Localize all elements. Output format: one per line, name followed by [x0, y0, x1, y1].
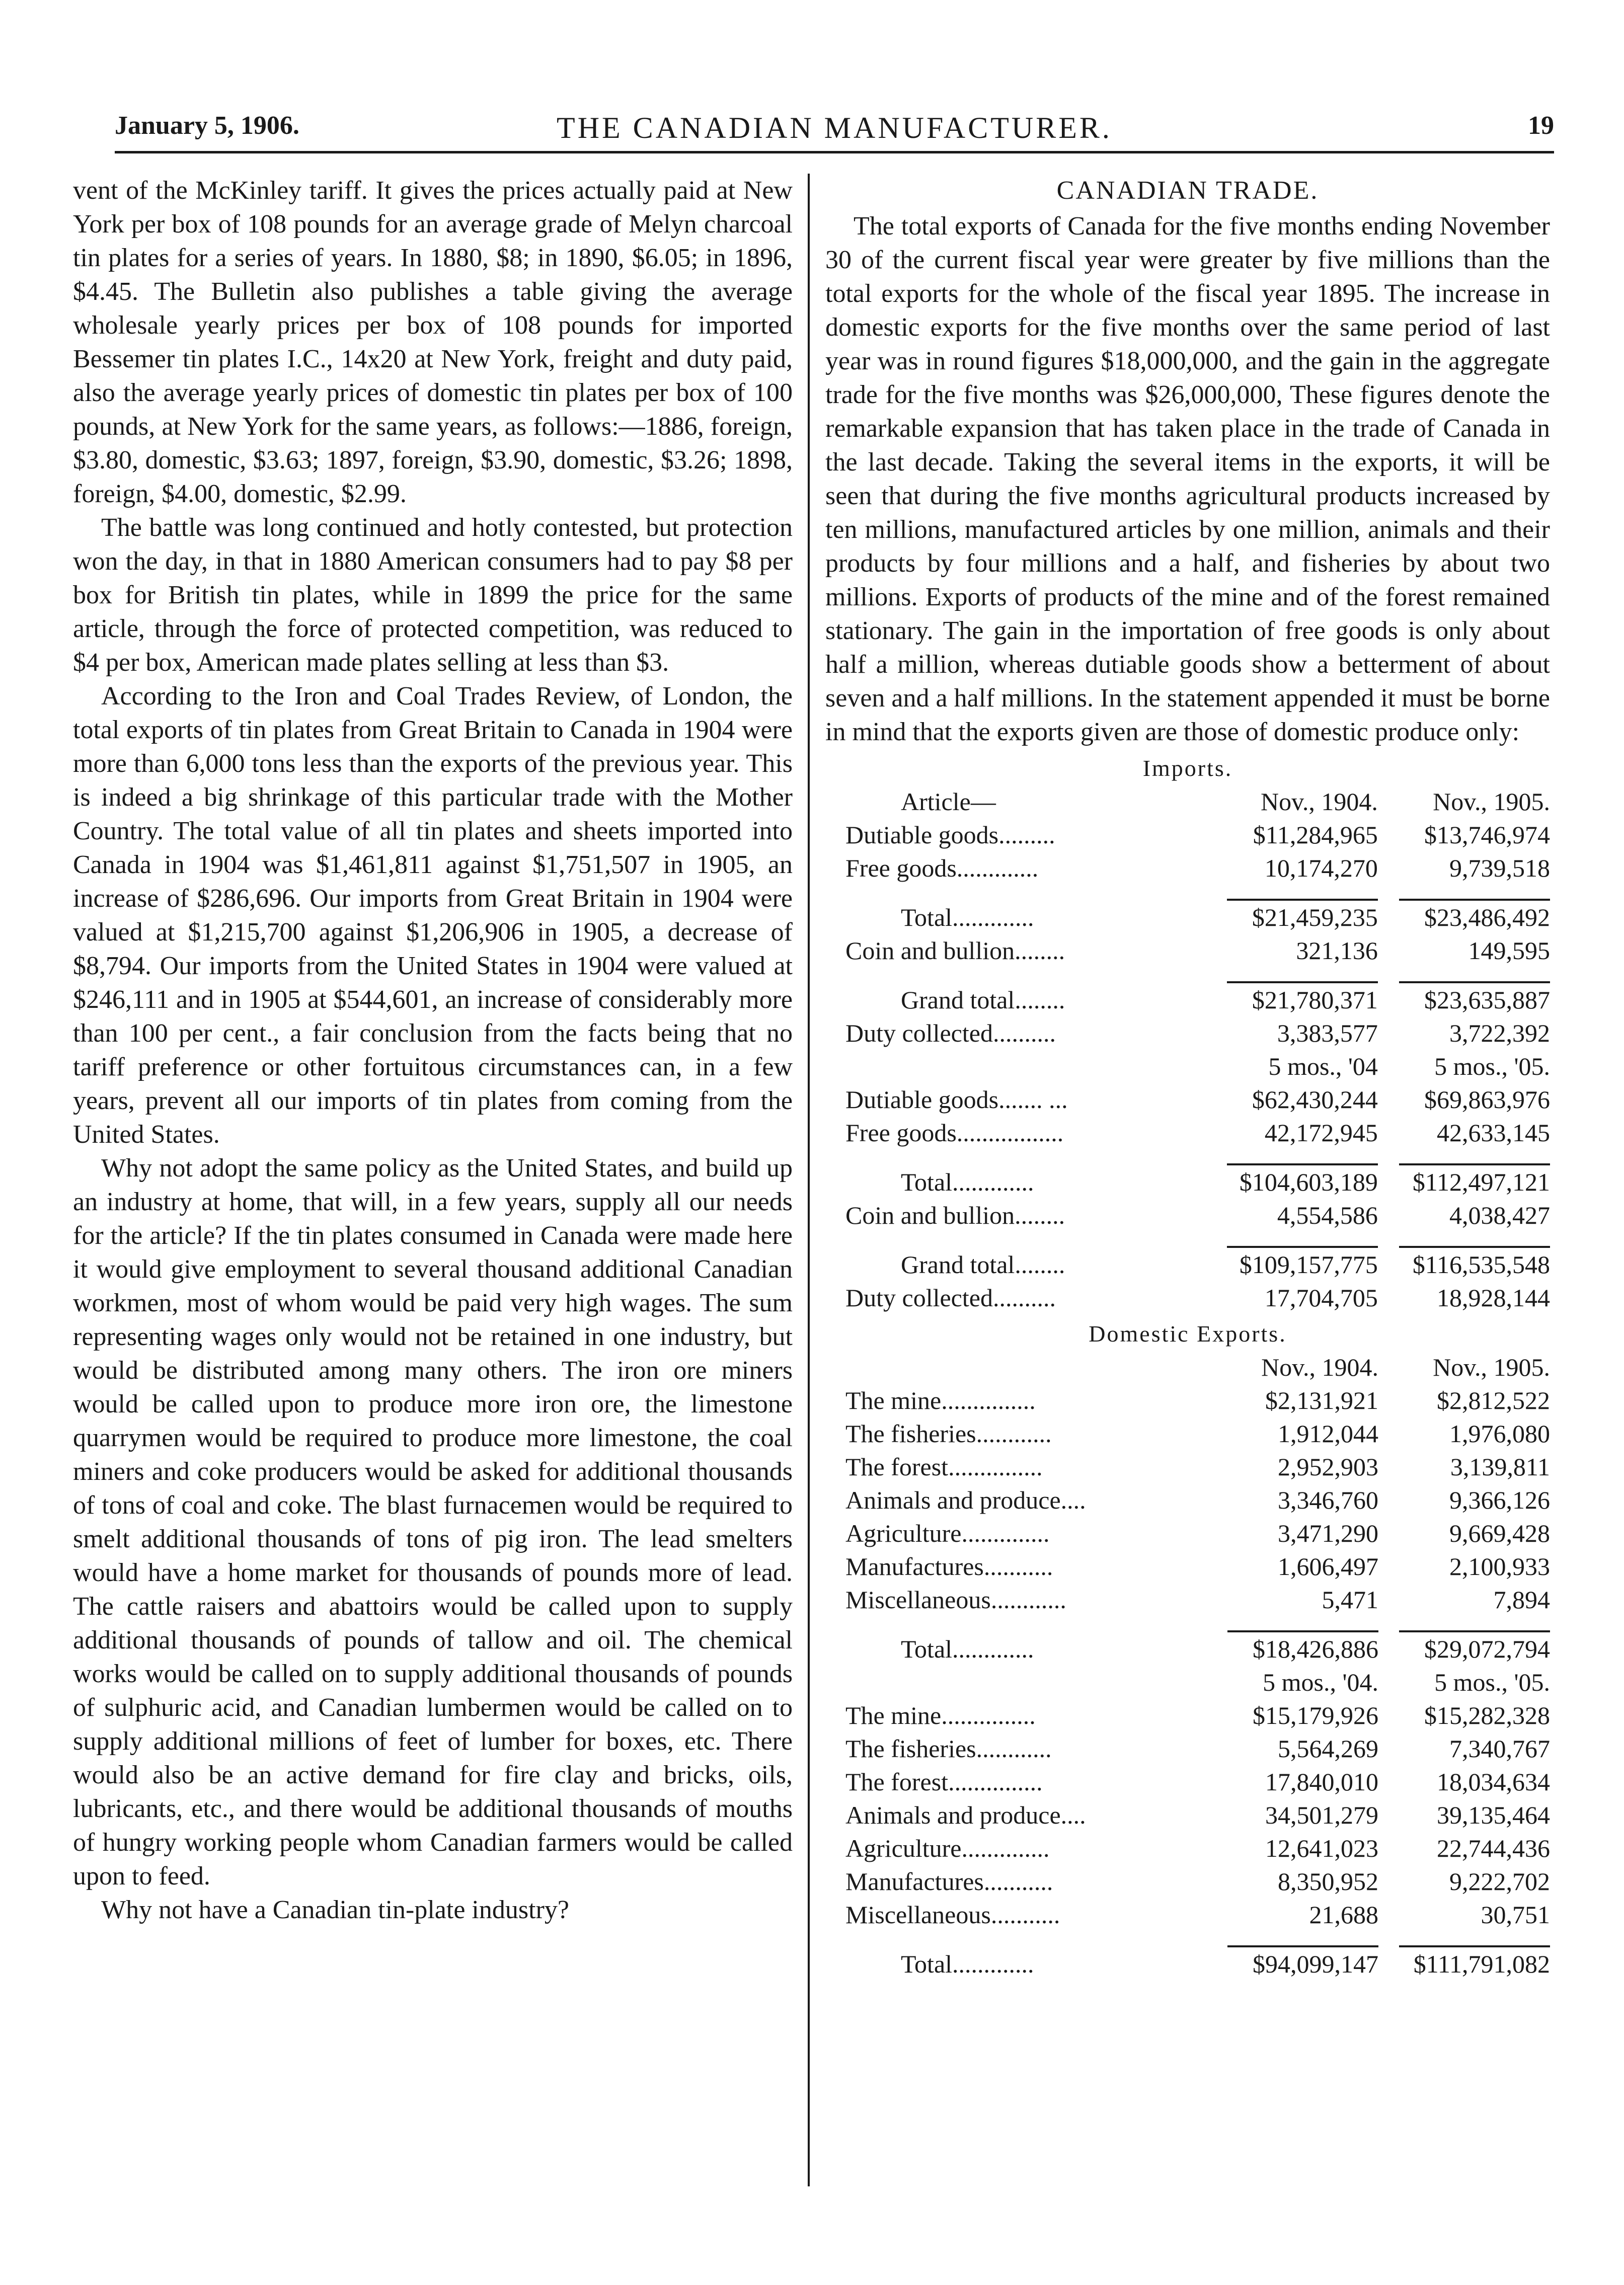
table-cell: $111,791,082 [1413, 1950, 1550, 1978]
table-cell: 22,744,436 [1437, 1834, 1550, 1862]
table-row [845, 901, 1550, 934]
table-row [845, 818, 1550, 851]
table-cell: 5 mos., '05. [1434, 1052, 1550, 1080]
table-cell: Miscellaneous........... [845, 1901, 1060, 1929]
table-row [845, 1732, 1550, 1765]
table-cell: The fisheries............ [845, 1735, 1052, 1763]
table-rule [845, 1232, 1550, 1248]
table-cell: Dutiable goods......... [845, 821, 1055, 849]
table-cell: 7,340,767 [1449, 1735, 1550, 1763]
exports-table-title: Domestic Exports. [1089, 1321, 1287, 1347]
table-rule [845, 967, 1550, 983]
table-cell: Manufactures........... [845, 1552, 1053, 1581]
publication-title: THE CANADIAN MANUFACTURER. [557, 111, 1112, 144]
table-row [845, 1798, 1550, 1832]
table-cell: 34,501,279 [1265, 1801, 1378, 1829]
table-cell: Nov., 1905. [1433, 1353, 1550, 1381]
table-cell: 1,976,080 [1449, 1420, 1550, 1448]
table-cell: Free goods................. [845, 1119, 1064, 1147]
table-cell: Grand total........ [901, 1250, 1065, 1279]
table-cell: Agriculture.............. [845, 1834, 1050, 1862]
table-row [845, 1165, 1550, 1199]
table-rule [845, 885, 1550, 901]
table-row [845, 1699, 1550, 1732]
table-row [845, 1083, 1550, 1116]
table-row [845, 1517, 1550, 1550]
article-paragraph: According to the Iron and Coal Trades Review, of London, the total exports of tin plates from Great Britain to Canada in 1904 were more than 6,000 tons less than the exports of the previous year. This is indeed a big shrinkage of this particular trade with the Mother Country. The total value of all tin plates and sheets imported into Canada in 1904 was $1,461,811 against $1,751,507 in 1905, an increase of $286,696. Our imports from Great Britain in 1904 were valued at $1,215,700 against $1,206,906 in 1905, a decrease of $8,794. Our imports from the United States in 1904 were valued at $246,111 and in 1905 at $544,601, an increase of considerably more than 100 per cent., a fair conclusion from the facts being that no tariff preference or other fortuitous circumstances can, in a few years, prevent all our imports of tin plates from coming from the United States. [73, 682, 793, 1149]
exports-table [845, 1351, 1550, 1981]
page-number: 19 [1528, 111, 1554, 140]
table-cell: $13,746,974 [1424, 821, 1550, 849]
table-cell: Miscellaneous............ [845, 1586, 1066, 1614]
table-cell: $18,426,886 [1252, 1635, 1378, 1663]
table-cell: Article— [901, 787, 996, 816]
table-cell: 5 mos., '04. [1263, 1668, 1378, 1696]
table-cell: 12,641,023 [1265, 1834, 1378, 1862]
imports-table-title: Imports. [1142, 755, 1233, 781]
table-row [845, 1765, 1550, 1798]
table-row [845, 851, 1550, 885]
table-row [845, 1550, 1550, 1583]
table-cell: 5 mos., '05. [1434, 1668, 1550, 1696]
table-cell: 18,034,634 [1437, 1768, 1550, 1796]
table-cell: 10,174,270 [1264, 854, 1378, 882]
table-cell: $15,179,926 [1252, 1701, 1378, 1729]
table-row [845, 1384, 1550, 1417]
table-cell: 3,139,811 [1450, 1453, 1550, 1481]
table-cell: The forest............... [845, 1768, 1043, 1796]
table-cell: $23,635,887 [1424, 986, 1550, 1014]
table-cell: 1,606,497 [1277, 1552, 1378, 1581]
table-row [845, 1632, 1550, 1666]
issue-date: January 5, 1906. [115, 111, 299, 140]
table-cell: Total............. [901, 903, 1034, 931]
table-row [845, 785, 1550, 818]
table-cell: $2,131,921 [1265, 1386, 1378, 1414]
table-cell: 17,704,705 [1264, 1284, 1378, 1312]
table-cell: 3,471,290 [1277, 1519, 1378, 1547]
table-rule [845, 1931, 1550, 1947]
table-cell: $104,603,189 [1239, 1168, 1378, 1196]
table-cell: 149,595 [1468, 936, 1550, 965]
table-cell: $109,157,775 [1239, 1250, 1378, 1279]
table-cell: Animals and produce.... [845, 1486, 1086, 1514]
table-cell: 42,633,145 [1437, 1119, 1550, 1147]
table-row [845, 1116, 1550, 1149]
table-cell: $21,459,235 [1252, 903, 1378, 931]
table-cell: $116,535,548 [1412, 1250, 1550, 1279]
table-rule [845, 1616, 1550, 1632]
table-row [845, 1016, 1550, 1050]
table-cell: 5,564,269 [1277, 1735, 1378, 1763]
table-cell: The fisheries............ [845, 1420, 1052, 1448]
table-row [845, 1050, 1550, 1083]
table-row [845, 1199, 1550, 1232]
table-cell: Manufactures........... [845, 1867, 1053, 1896]
table-cell: $62,430,244 [1252, 1085, 1378, 1114]
table-cell: 3,346,760 [1277, 1486, 1378, 1514]
table-cell: $15,282,328 [1424, 1701, 1550, 1729]
table-row [845, 1947, 1550, 1981]
table-cell: Total............. [901, 1168, 1034, 1196]
table-cell: 3,383,577 [1277, 1019, 1378, 1047]
table-row [845, 1281, 1550, 1314]
article-paragraph: Why not have a Canadian tin-plate industry? [101, 1896, 569, 1924]
imports-table [845, 785, 1550, 1314]
table-cell: Dutiable goods....... ... [845, 1085, 1068, 1114]
page-header [115, 106, 1554, 153]
right-column [825, 174, 1550, 2204]
table-row [845, 1450, 1550, 1483]
table-cell: 9,669,428 [1449, 1519, 1550, 1547]
table-cell: 21,688 [1309, 1901, 1378, 1929]
table-row [845, 1666, 1550, 1699]
article-paragraph: Why not adopt the same policy as the United States, and build up an industry at home, that will, in a few years, supply all our needs for the article? If the tin plates consumed in Canada were made here it would give employment to several thousand additional Canadian workmen, most of whom would be paid very high wages. The sum representing wages only would not be retained in one industry, but would be distributed among many others. The iron ore miners would be called upon to produce more iron ore, the limestone quarrymen would be required to produce more limestone, the coal miners and coke producers would be asked for additional thousands of tons of coal and coke. The blast furnacemen would be required to smelt additional thousands of tons of pig iron. The lead smelters would have a home market for thousands of pounds more of lead. The cattle raisers and abattoirs would be called upon to supply additional thousands of pounds of tallow and oil. The chemical works would be called on to supply additional thousands of pounds of sulphuric acid, and Canadian lumbermen would be called on to supply additional millions of feet of lumber for boxes, etc. There would also be an active demand for fire clay and bricks, oils, lubricants, etc., and there would be additional thousands of mouths of hungry working people whom Canadian farmers would be called upon to feed. [73, 1154, 793, 1890]
table-cell: 4,038,427 [1449, 1201, 1550, 1229]
table-cell: Duty collected.......... [845, 1284, 1056, 1312]
table-row [845, 1483, 1550, 1517]
column-divider [808, 174, 810, 2186]
table-cell: Animals and produce.... [845, 1801, 1086, 1829]
table-row [845, 1417, 1550, 1450]
table-cell: Nov., 1904. [1261, 1353, 1378, 1381]
table-row [845, 1898, 1550, 1931]
table-cell: Coin and bullion........ [845, 936, 1065, 965]
article-paragraph: The total exports of Canada for the five months ending November 30 of the current fiscal year were greater by five millions than the total exports for the whole of the fiscal year 1895. The increase in domestic exports for the five months over the same period of last year was in round figures $18,000,000, and the gain in the aggregate trade for the five months was $26,000,000, These figures denote the remarkable expansion that has taken place in the trade of Canada in the last decade. Taking the several items in the exports, it will be seen that during the five months agricultural products increased by ten millions, manufactured articles by one million, animals and their products by four millions and a half, and fisheries by about two millions. Exports of products of the mine and of the forest remained stationary. The gain in the importation of free goods is only about half a million, whereas dutiable goods show a betterment of about seven and a half millions. In the statement appended it must be borne in mind that the exports given are those of domestic produce only: [825, 212, 1550, 746]
section-heading: CANADIAN TRADE. [1056, 176, 1319, 205]
table-cell: $2,812,522 [1437, 1386, 1550, 1414]
table-row [845, 1832, 1550, 1865]
table-cell: Free goods............. [845, 854, 1039, 882]
table-row [845, 1865, 1550, 1898]
table-cell: $112,497,121 [1412, 1168, 1550, 1196]
table-cell: 3,722,392 [1449, 1019, 1550, 1047]
table-cell: 9,739,518 [1449, 854, 1550, 882]
table-cell: 2,100,933 [1449, 1552, 1550, 1581]
table-cell: Total............. [901, 1950, 1034, 1978]
table-cell: $23,486,492 [1424, 903, 1550, 931]
table-rule [845, 1149, 1550, 1165]
left-column [73, 174, 793, 2204]
table-cell: The forest............... [845, 1453, 1043, 1481]
table-cell: Total............. [901, 1635, 1034, 1663]
table-cell: Nov., 1904. [1261, 787, 1378, 816]
table-cell: 5 mos., '04 [1268, 1052, 1378, 1080]
table-cell: 30,751 [1481, 1901, 1550, 1929]
table-cell: 5,471 [1322, 1586, 1378, 1614]
table-cell: 18,928,144 [1437, 1284, 1550, 1312]
table-cell: The mine............... [845, 1701, 1036, 1729]
table-row [845, 1248, 1550, 1281]
table-cell: Grand total........ [901, 986, 1065, 1014]
table-cell: 4,554,586 [1277, 1201, 1378, 1229]
table-cell: 8,350,952 [1277, 1867, 1378, 1896]
table-cell: 17,840,010 [1265, 1768, 1378, 1796]
table-row [845, 983, 1550, 1016]
table-cell: Agriculture.............. [845, 1519, 1050, 1547]
table-cell: Duty collected.......... [845, 1019, 1056, 1047]
table-cell: 1,912,044 [1277, 1420, 1378, 1448]
article-paragraph: The battle was long continued and hotly contested, but protection won the day, in that in 1880 American consumers had to pay $8 per box for British tin plates, while in 1899 the price for the same article, through the force of protected competition, was reduced to $4 per box, American made plates selling at less than $3. [73, 513, 793, 677]
table-cell: Coin and bullion........ [845, 1201, 1065, 1229]
table-cell: $11,284,965 [1253, 821, 1378, 849]
table-cell: The mine............... [845, 1386, 1036, 1414]
table-cell: 39,135,464 [1437, 1801, 1550, 1829]
table-cell: 9,366,126 [1449, 1486, 1550, 1514]
table-cell: 42,172,945 [1264, 1119, 1378, 1147]
table-row [845, 1583, 1550, 1616]
table-row [845, 1351, 1550, 1384]
table-cell: 2,952,903 [1277, 1453, 1378, 1481]
table-row [845, 934, 1550, 967]
table-cell: $94,099,147 [1252, 1950, 1378, 1978]
table-cell: 9,222,702 [1449, 1867, 1550, 1896]
table-cell: 7,894 [1493, 1586, 1550, 1614]
article-paragraph: vent of the McKinley tariff. It gives the prices actually paid at New York per box of 108 pounds for an average grade of Melyn charcoal tin plates for a series of years. In 1880, $8; in 1890, $6.05; in 1896, $4.45. The Bulletin also publishes a table giving the average wholesale yearly prices per box of 108 pounds for imported Bessemer tin plates I.C., 14x20 at New York, freight and duty paid, also the average yearly prices of domestic tin plates per box of 100 pounds, at New York for the same years, as follows:—1886, foreign, $3.80, domestic, $3.63; 1897, foreign, $3.90, domestic, $3.26; 1898, foreign, $4.00, domestic, $2.99. [73, 176, 793, 508]
table-cell: $29,072,794 [1424, 1635, 1550, 1663]
table-cell: Nov., 1905. [1433, 787, 1550, 816]
table-cell: $21,780,371 [1252, 986, 1378, 1014]
table-cell: 321,136 [1296, 936, 1378, 965]
table-cell: $69,863,976 [1424, 1085, 1550, 1114]
